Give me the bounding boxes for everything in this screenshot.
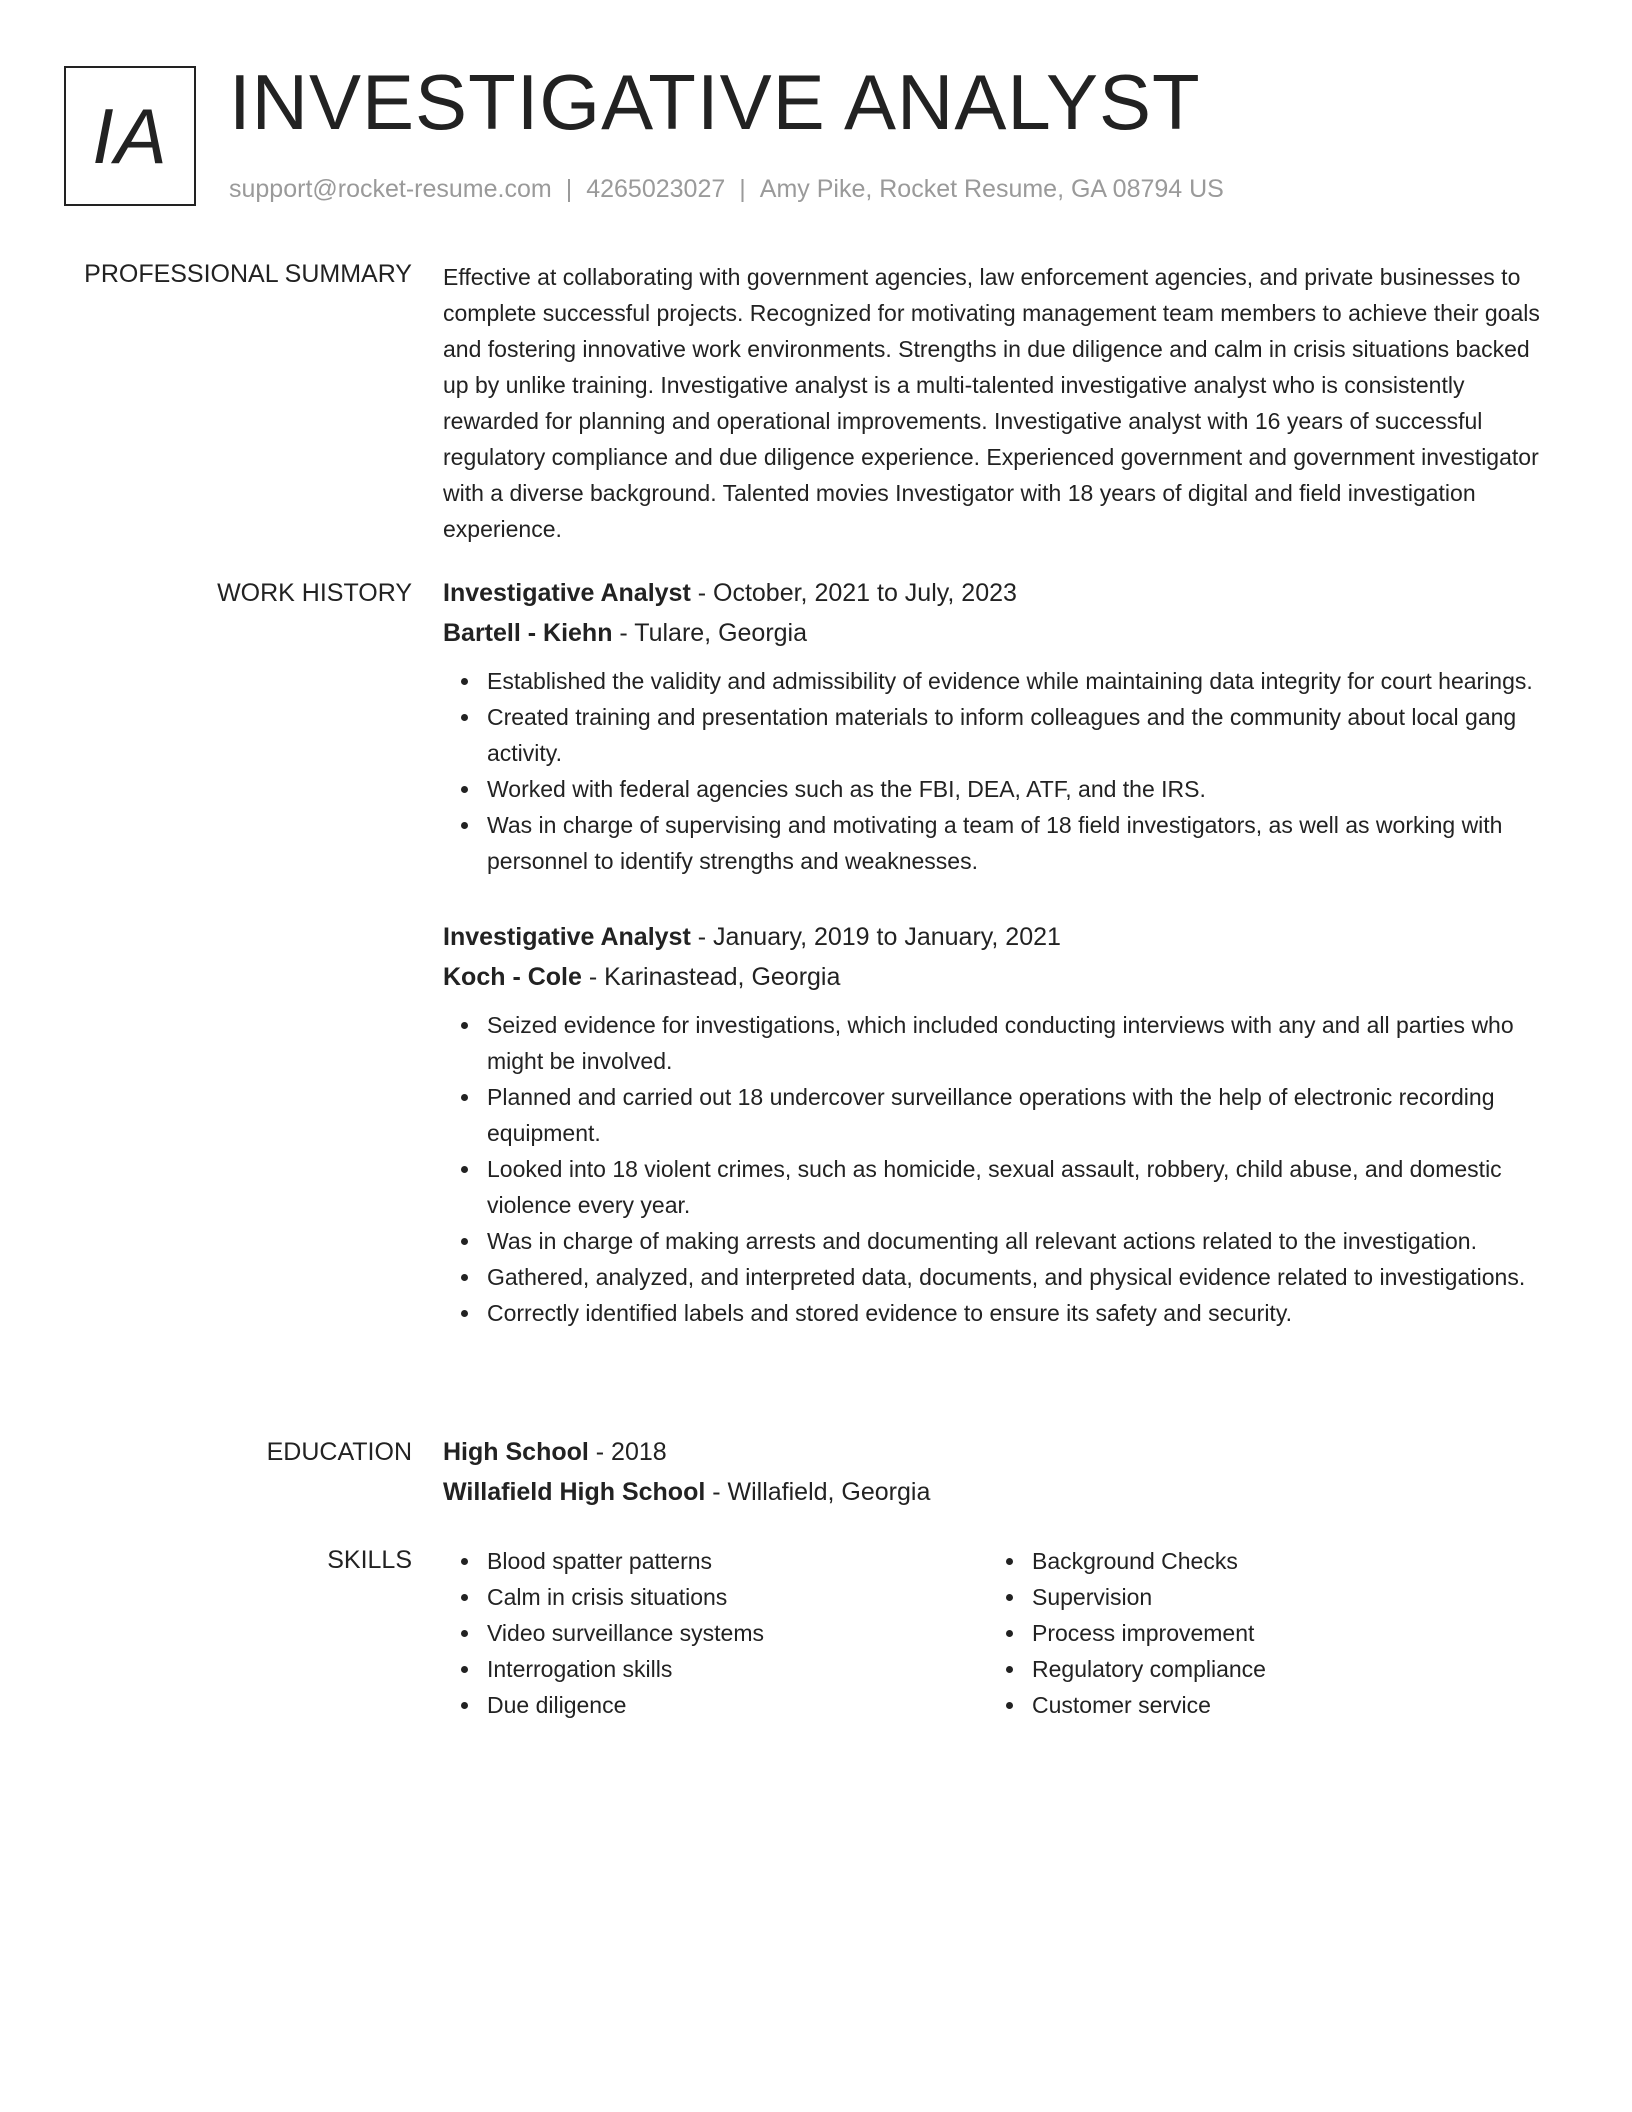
skills-heading: SKILLS bbox=[327, 1546, 412, 1574]
job-title: Investigative Analyst bbox=[443, 579, 691, 607]
skills-column-right bbox=[988, 1543, 1533, 1723]
job-location: - Tulare, Georgia bbox=[612, 619, 808, 647]
skill-item: Blood spatter patterns bbox=[487, 1543, 988, 1579]
job-title-line bbox=[443, 917, 1553, 957]
skill-item: Background Checks bbox=[1032, 1543, 1533, 1579]
job-company-line bbox=[443, 957, 1553, 997]
contact-address: Amy Pike, Rocket Resume, GA 08794 US bbox=[759, 175, 1224, 203]
job-entry bbox=[443, 917, 1553, 1331]
list-item: Planned and carried out 18 undercover surveillance operations with the help of electronic recording equipment. bbox=[487, 1079, 1553, 1151]
contact-separator: | bbox=[739, 175, 746, 203]
skill-item: Video surveillance systems bbox=[487, 1615, 988, 1651]
education-heading: EDUCATION bbox=[266, 1438, 412, 1466]
monogram: IA bbox=[64, 66, 196, 206]
list-item: Created training and presentation materials to inform colleagues and the community about local gang activity. bbox=[487, 699, 1553, 771]
job-company-line bbox=[443, 613, 1553, 653]
list-item: Was in charge of making arrests and documenting all relevant actions related to the investigation. bbox=[487, 1223, 1553, 1259]
list-item: Established the validity and admissibility of evidence while maintaining data integrity for court hearings. bbox=[487, 663, 1553, 699]
contact-email[interactable]: support@rocket-resume.com bbox=[229, 175, 552, 203]
job-location: - Karinastead, Georgia bbox=[581, 963, 841, 991]
education-school-line bbox=[443, 1472, 1553, 1512]
work-history-heading: WORK HISTORY bbox=[217, 579, 412, 607]
education-body bbox=[443, 1432, 1553, 1512]
job-title-line bbox=[443, 573, 1553, 613]
job-bullets bbox=[443, 1007, 1553, 1331]
list-item: Worked with federal agencies such as the FBI, DEA, ATF, and the IRS. bbox=[487, 771, 1553, 807]
skill-item: Interrogation skills bbox=[487, 1651, 988, 1687]
skill-item: Process improvement bbox=[1032, 1615, 1533, 1651]
list-item: Seized evidence for investigations, which included conducting interviews with any and all parties who might be involved. bbox=[487, 1007, 1553, 1079]
summary-heading: PROFESSIONAL SUMMARY bbox=[84, 260, 412, 288]
job-entry bbox=[443, 573, 1553, 879]
summary-text: Effective at collaborating with government agencies, law enforcement agencies, and private businesses to complete successful projects. Recognized for motivating management team members to achieve their goals and fostering innovative work environments. Strengths in due diligence and calm in crisis situations backed up by unlike training. Investigative analyst is a multi-talented investigative analyst who is consistently rewarded for planning and operational improvements. Investigative analyst with 16 years of successful regulatory compliance and due diligence experience. Experienced government and government investigator with a diverse background. Talented movies Investigator with 18 years of digital and field investigation experience. bbox=[443, 264, 1540, 542]
job-title: Investigative Analyst bbox=[443, 923, 691, 951]
education-degree-line bbox=[443, 1432, 1553, 1472]
skill-item: Due diligence bbox=[487, 1687, 988, 1723]
contact-phone[interactable]: 4265023027 bbox=[586, 175, 726, 203]
skills-list bbox=[443, 1543, 988, 1723]
education-school: Willafield High School bbox=[443, 1478, 706, 1506]
contact-separator: | bbox=[565, 175, 573, 203]
skill-item: Calm in crisis situations bbox=[487, 1579, 988, 1615]
list-item: Gathered, analyzed, and interpreted data, documents, and physical evidence related to investigations. bbox=[487, 1259, 1553, 1295]
skill-item: Customer service bbox=[1032, 1687, 1533, 1723]
education-year: - 2018 bbox=[588, 1438, 667, 1466]
work-history-body bbox=[443, 573, 1553, 1331]
education-location: - Willafield, Georgia bbox=[705, 1478, 931, 1506]
skills-list bbox=[988, 1543, 1533, 1723]
job-bullets bbox=[443, 663, 1553, 879]
job-dates: - October, 2021 to July, 2023 bbox=[690, 579, 1017, 607]
skill-item: Regulatory compliance bbox=[1032, 1651, 1533, 1687]
list-item: Was in charge of supervising and motivating a team of 18 field investigators, as well as working with personnel to identify strengths and weaknesses. bbox=[487, 807, 1553, 879]
job-company: Bartell - Kiehn bbox=[443, 619, 613, 647]
summary-body bbox=[443, 259, 1553, 547]
contact-line bbox=[229, 172, 1224, 206]
skills-column-left bbox=[443, 1543, 988, 1723]
skill-item: Supervision bbox=[1032, 1579, 1533, 1615]
list-item: Correctly identified labels and stored evidence to ensure its safety and security. bbox=[487, 1295, 1553, 1331]
job-company: Koch - Cole bbox=[443, 963, 582, 991]
education-degree: High School bbox=[443, 1438, 589, 1466]
skills-body bbox=[443, 1543, 1553, 1723]
job-dates: - January, 2019 to January, 2021 bbox=[690, 923, 1061, 951]
skills-columns bbox=[443, 1543, 1553, 1723]
list-item: Looked into 18 violent crimes, such as homicide, sexual assault, robbery, child abuse, and domestic violence every year. bbox=[487, 1151, 1553, 1223]
page-title: INVESTIGATIVE ANALYST bbox=[229, 58, 1201, 146]
